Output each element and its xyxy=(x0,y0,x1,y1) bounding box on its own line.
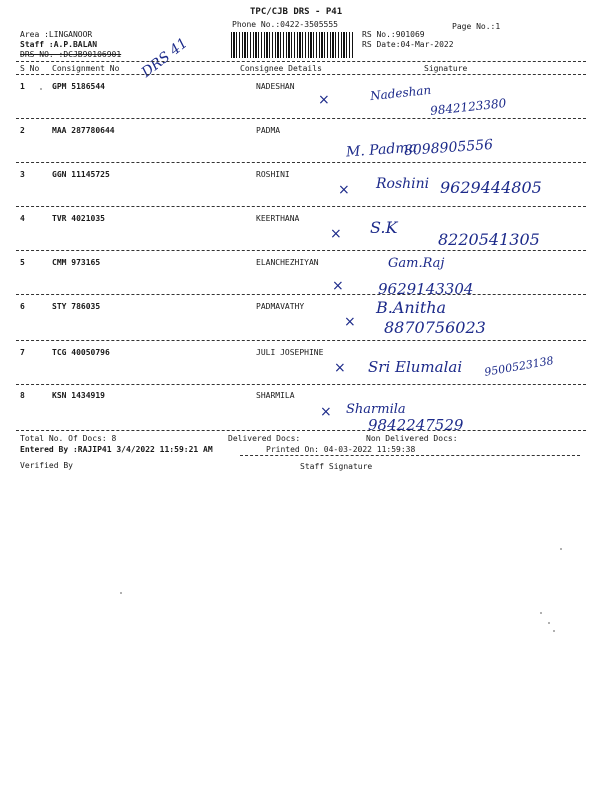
row-consignee: ROSHINI xyxy=(256,170,290,179)
page-number: Page No.:1 xyxy=(452,22,501,31)
row-sno: 4 xyxy=(20,214,25,223)
row-consignment: GGN 11145725 xyxy=(52,170,110,179)
handwritten-signature: Nadeshan xyxy=(369,82,432,104)
area-label: Area :LINGANOOR xyxy=(20,30,93,39)
rs-date: RS Date:04-Mar-2022 xyxy=(362,40,454,49)
tick-mark: × xyxy=(344,314,356,330)
handwritten-phone: 9842247529 xyxy=(368,416,464,434)
entered-by: Entered By :RAJIP41 3/4/2022 11:59:21 AM xyxy=(20,445,213,454)
col-header-sno: S No xyxy=(20,64,40,73)
handwritten-phone: 8098905556 xyxy=(403,136,494,160)
row-consignee: NADESHAN xyxy=(256,82,295,91)
row-divider xyxy=(16,206,586,207)
row-consignee: JULI JOSEPHINE xyxy=(256,348,324,357)
handwritten-signature: S.K xyxy=(370,218,398,237)
row-divider xyxy=(16,340,586,341)
row-consignee: KEERTHANA xyxy=(256,214,300,223)
handwritten-signature: Roshini xyxy=(376,176,430,192)
footer-divider xyxy=(240,455,580,456)
scan-speck xyxy=(120,592,122,594)
tick-mark: × xyxy=(330,226,342,242)
tick-mark: × xyxy=(334,360,346,376)
printed-on: Printed On: 04-03-2022 11:59:38 xyxy=(266,445,416,454)
scan-speck xyxy=(40,88,42,90)
tick-mark: × xyxy=(318,92,330,108)
row-divider xyxy=(16,118,586,119)
handwritten-phone: 9842123380 xyxy=(429,96,507,118)
row-sno: 1 xyxy=(20,82,25,91)
row-consignment: STY 786035 xyxy=(52,302,101,311)
handwritten-phone: 9500523138 xyxy=(483,354,555,379)
staff-signature: Staff Signature xyxy=(300,462,373,471)
document-title: TPC/CJB DRS - P41 xyxy=(250,7,343,17)
row-sno: 8 xyxy=(20,391,25,400)
row-sno: 2 xyxy=(20,126,25,135)
row-consignment: TVR 4021035 xyxy=(52,214,105,223)
tick-mark: × xyxy=(338,182,350,198)
row-sno: 5 xyxy=(20,258,25,267)
handwritten-signature: M. Padma xyxy=(345,139,418,161)
barcode xyxy=(231,32,353,58)
row-sno: 6 xyxy=(20,302,25,311)
phone-number: Phone No.:0422-3505555 xyxy=(232,20,338,29)
row-consignee: PADMAVATHY xyxy=(256,302,305,311)
row-consignment: MAA 287780644 xyxy=(52,126,115,135)
total-docs: Total No. Of Docs: 8 xyxy=(20,434,117,443)
staff-label: Staff :A.P.BALAN xyxy=(20,40,98,49)
row-consignment: GPM 5186544 xyxy=(52,82,105,91)
handwritten-signature: B.Anitha xyxy=(376,298,447,317)
drs-number: DRS NO. :DCJB90106901 xyxy=(20,50,122,59)
row-divider xyxy=(16,250,586,251)
row-consignment: KSN 1434919 xyxy=(52,391,105,400)
scan-speck xyxy=(548,622,550,624)
col-header-consignee: Consignee Details xyxy=(240,64,322,73)
row-consignment: TCG 40050796 xyxy=(52,348,110,357)
handwritten-phone: 8220541305 xyxy=(438,230,540,249)
handwritten-phone: 9629143304 xyxy=(378,280,474,298)
delivered-docs: Delivered Docs: xyxy=(228,434,301,443)
handwritten-signature: Gam.Raj xyxy=(388,256,445,271)
tick-mark: × xyxy=(320,404,332,420)
verified-by: Verified By xyxy=(20,461,73,470)
handwritten-phone: 9629444805 xyxy=(440,178,542,197)
header-divider xyxy=(16,61,586,62)
row-sno: 3 xyxy=(20,170,25,179)
handwritten-signature: Sri Elumalai xyxy=(368,358,463,376)
row-sno: 7 xyxy=(20,348,25,357)
handwritten-signature: Sharmila xyxy=(346,402,406,417)
tick-mark: × xyxy=(332,278,344,294)
col-header-signature: Signature xyxy=(424,64,468,73)
row-divider xyxy=(16,162,586,163)
row-divider xyxy=(16,294,586,295)
row-consignee: PADMA xyxy=(256,126,281,135)
scan-speck xyxy=(560,548,562,550)
row-consignee: ELANCHEZHIYAN xyxy=(256,258,319,267)
column-header-divider xyxy=(16,74,586,75)
rs-number: RS No.:901069 xyxy=(362,30,425,39)
col-header-consignment: Consignment No xyxy=(52,64,120,73)
non-delivered-docs: Non Delivered Docs: xyxy=(366,434,458,443)
handwritten-drs-scribble: DRS 41 xyxy=(138,35,191,81)
row-consignment: CMM 973165 xyxy=(52,258,101,267)
table-bottom-divider xyxy=(16,430,586,431)
row-divider xyxy=(16,384,586,385)
handwritten-phone: 8870756023 xyxy=(384,318,486,337)
scan-speck xyxy=(553,630,555,632)
scan-speck xyxy=(540,612,542,614)
row-consignee: SHARMILA xyxy=(256,391,295,400)
